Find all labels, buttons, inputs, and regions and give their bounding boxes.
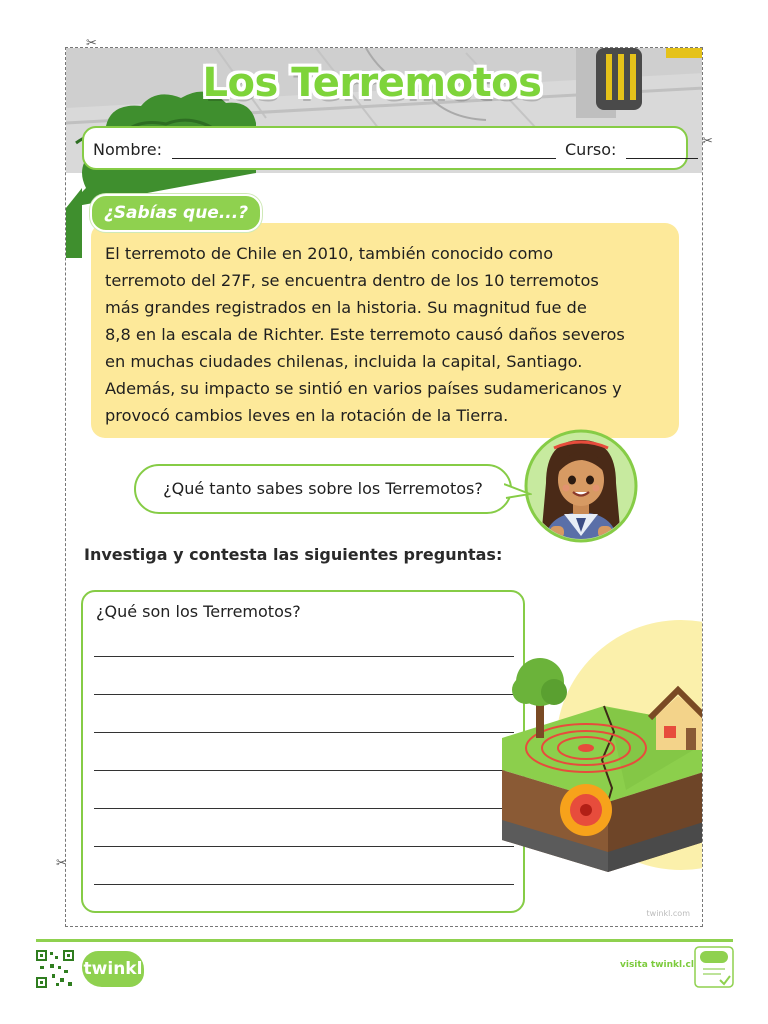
answer-line[interactable] xyxy=(94,808,514,809)
instruction-text: Investiga y contesta las siguientes preguntas: xyxy=(84,545,503,564)
did-you-know-tag: ¿Sabías que...? xyxy=(90,194,262,232)
course-field[interactable] xyxy=(626,158,698,159)
watermark: twinkl.com xyxy=(646,909,690,918)
scissors-icon: ✂ xyxy=(702,134,713,149)
fact-line: 8,8 en la escala de Richter. Este terremoto causó daños severos xyxy=(105,325,625,344)
visit-link[interactable]: visita twinkl.cl xyxy=(620,960,694,970)
earthquake-illustration xyxy=(496,620,703,888)
name-course-box xyxy=(82,126,688,170)
answer-line[interactable] xyxy=(94,732,514,733)
scissors-icon: ✂ xyxy=(86,36,97,51)
scissors-icon: ✂ xyxy=(56,856,67,871)
quality-badge-icon xyxy=(694,946,734,988)
worksheet-page xyxy=(65,47,703,927)
answer-line[interactable] xyxy=(94,846,514,847)
girl-avatar-icon xyxy=(524,428,638,544)
question-text: ¿Qué son los Terremotos? xyxy=(96,602,301,621)
name-label: Nombre: xyxy=(93,140,162,159)
course-label: Curso: xyxy=(565,140,617,159)
speech-tail xyxy=(504,482,532,502)
fact-line: provocó cambios leves en la rotación de la Tierra. xyxy=(105,406,509,425)
fact-line: terremoto del 27F, se encuentra dentro de los 10 terremotos xyxy=(105,271,599,290)
answer-line[interactable] xyxy=(94,770,514,771)
speech-bubble: ¿Qué tanto sabes sobre los Terremotos? xyxy=(134,464,512,514)
name-field[interactable] xyxy=(172,158,556,159)
fact-line: Además, su impacto se sintió en varios países sudamericanos y xyxy=(105,379,622,398)
twinkl-logo[interactable]: twinkl xyxy=(82,951,144,987)
answer-line[interactable] xyxy=(94,884,514,885)
answer-line[interactable] xyxy=(94,694,514,695)
fact-line: más grandes registrados en la historia. Su magnitud fue de xyxy=(105,298,587,317)
fact-line: El terremoto de Chile en 2010, también conocido como xyxy=(105,244,554,263)
qr-code-icon[interactable] xyxy=(36,950,74,988)
answer-line[interactable] xyxy=(94,656,514,657)
page-title: Los Terremotos xyxy=(202,60,542,106)
footer-divider xyxy=(36,939,733,942)
fact-box xyxy=(91,223,679,438)
fact-line: en muchas ciudades chilenas, incluida la capital, Santiago. xyxy=(105,352,583,371)
answer-box xyxy=(81,590,525,913)
